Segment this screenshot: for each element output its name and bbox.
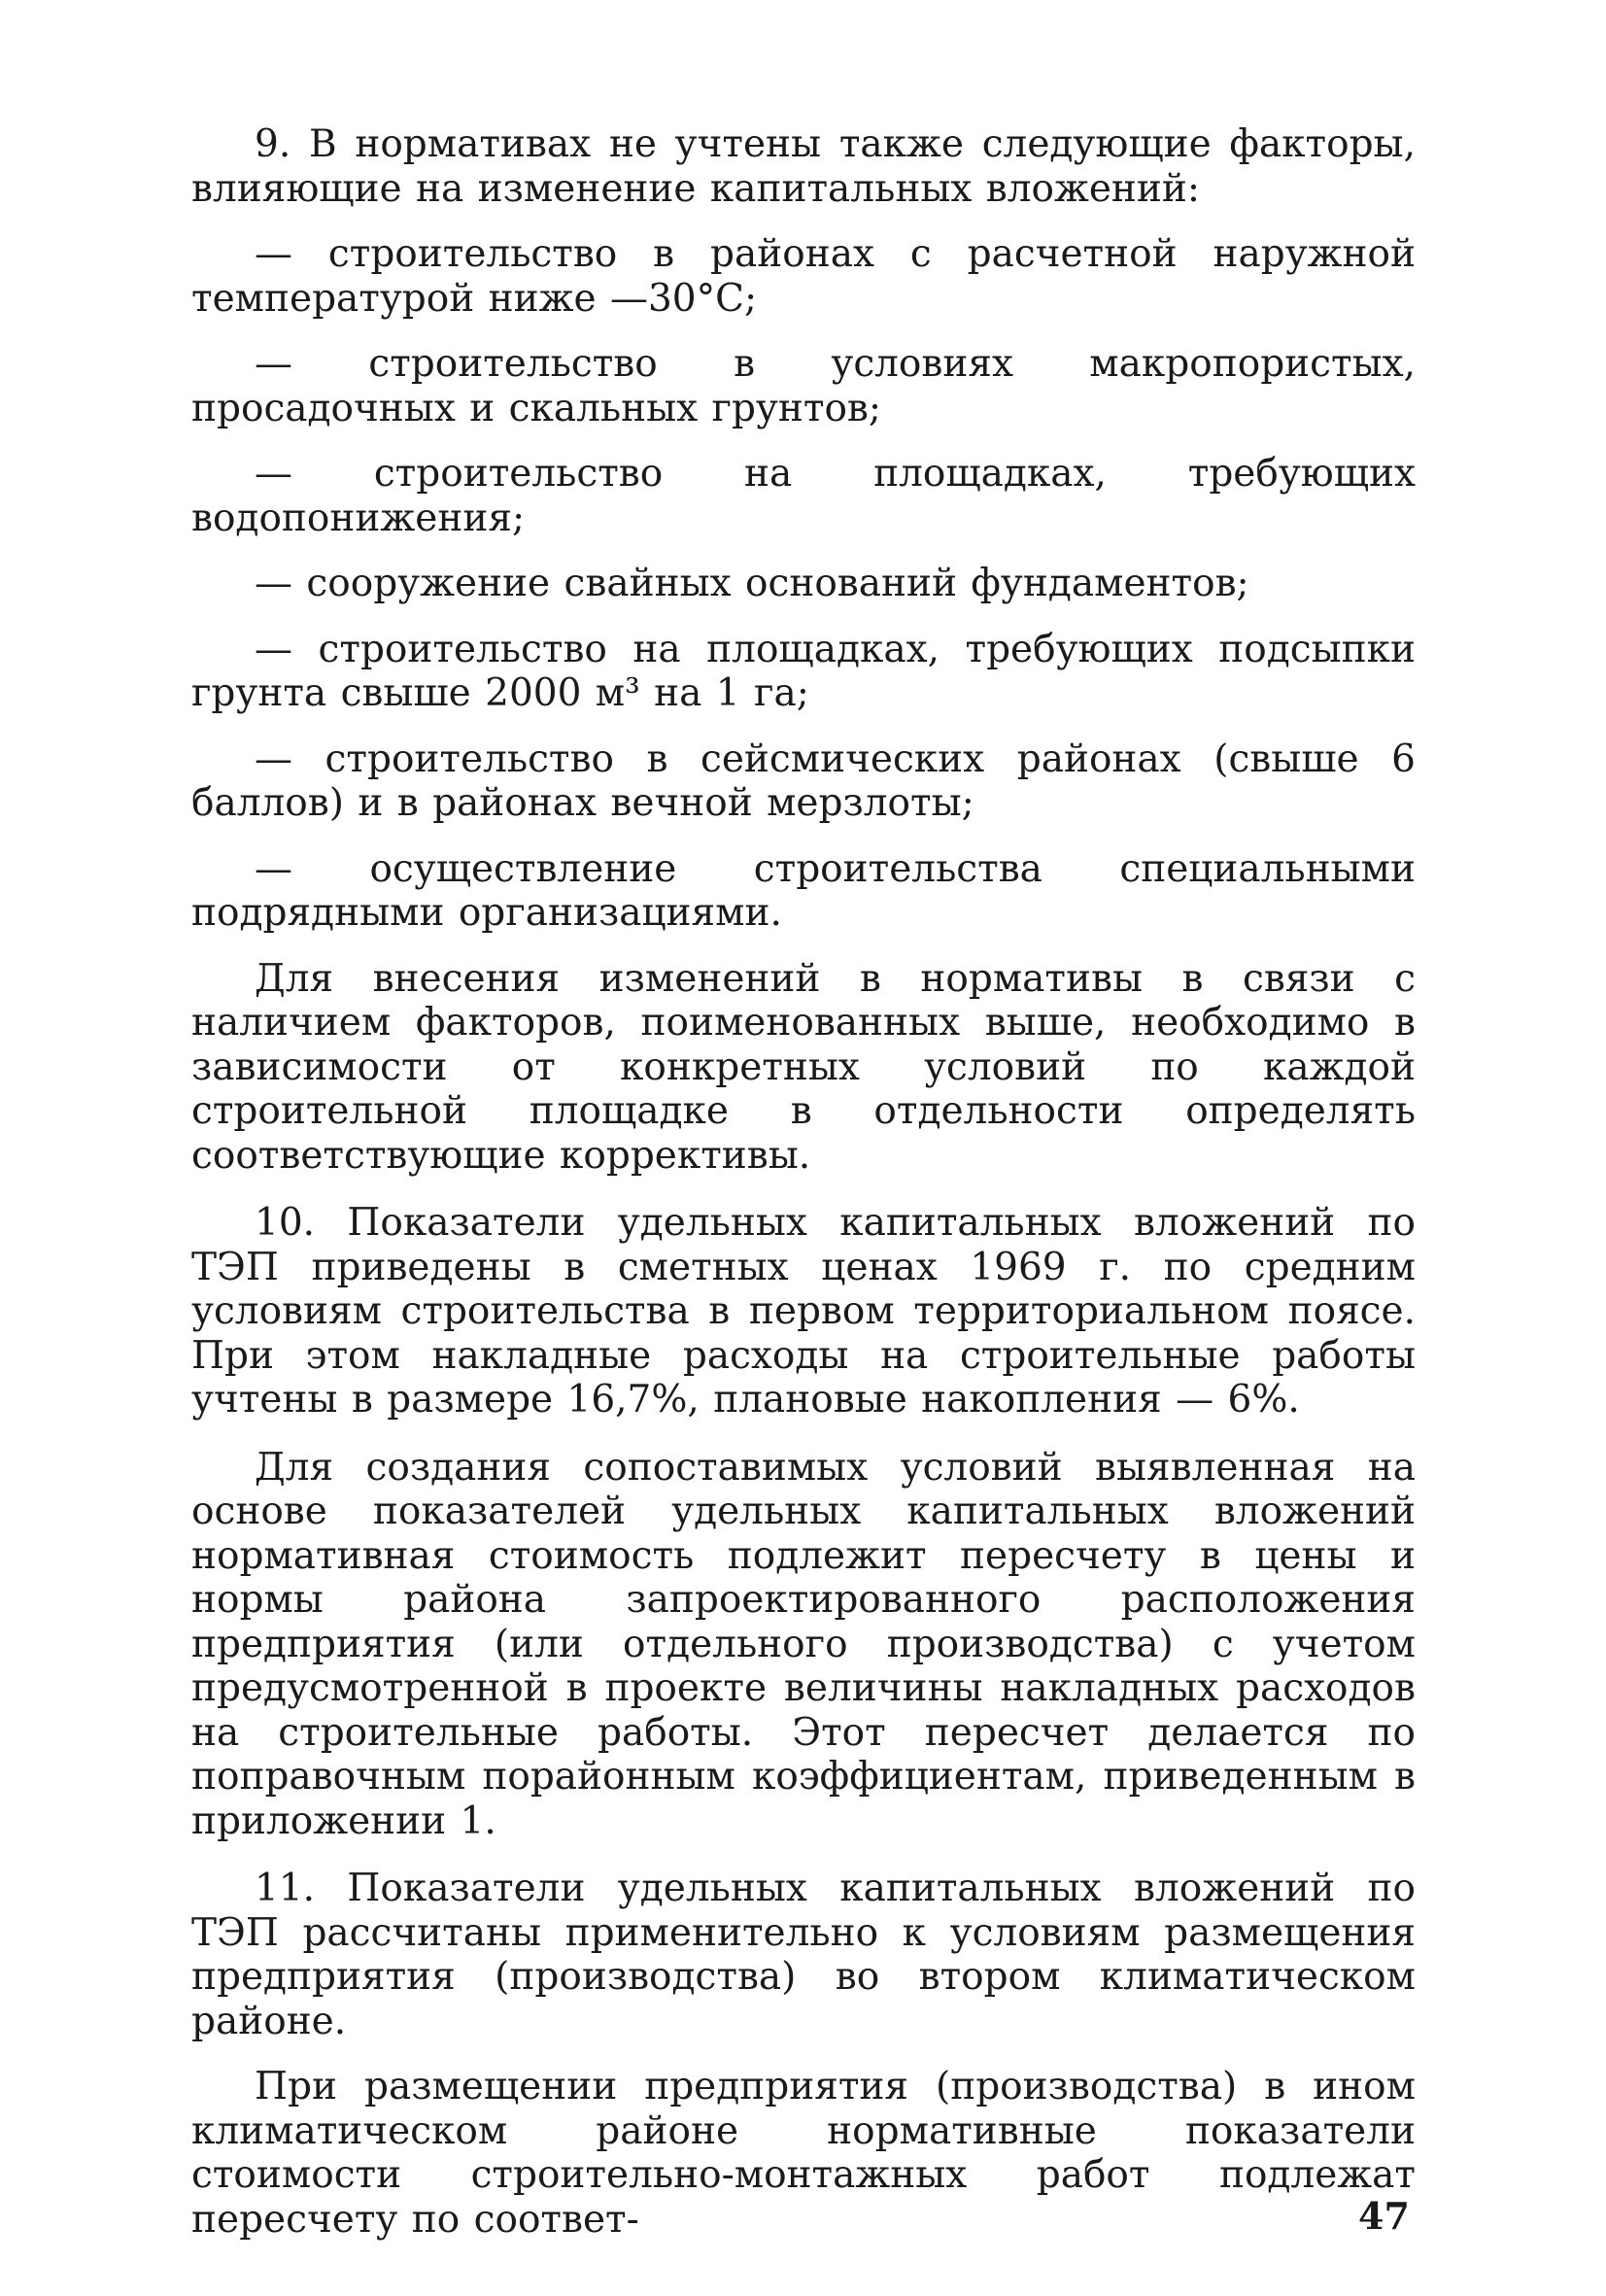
list-item-special-contractors: — осуществление строительства специальными подрядными организациями.: [191, 846, 1416, 935]
list-item-seismic: — строительство в сейсмических районах (свыше 6 баллов) и в районах вечной мерзлоты;: [191, 737, 1416, 825]
paragraph-corrections: Для внесения изменений в нормативы в связи с наличием факторов, поименованных выше, необходимо в зависимости от конкретных условий по каждой строительной площадке в отдельности определять соответствующие коррективы.: [191, 956, 1416, 1178]
list-item-dewatering: — строительство на площадках, требующих водопонижения;: [191, 452, 1416, 540]
paragraph-11: 11. Показатели удельных капитальных вложений по ТЭП рассчитаны применительно к условиям размещения предприятия (производства) во втором климатическом районе.: [191, 1867, 1416, 2043]
list-item-soils: — строительство в условиях макропористых, просадочных и скальных грунтов;: [191, 342, 1416, 430]
paragraph-10: 10. Показатели удельных капитальных вложений по ТЭП приведены в сметных ценах 1969 г. по средним условиям строительства в первом территориальном поясе. При этом накладные расходы на строительные работы учтены в размере 16,7%, плановые накопления — 6%.: [191, 1201, 1416, 1422]
list-item-soil-fill: — строительство на площадках, требующих подсыпки грунта свыше 2000 м³ на 1 га;: [191, 627, 1416, 715]
paragraph-9-intro: 9. В нормативах не учтены также следующие факторы, влияющие на изменение капитальных вложений:: [191, 122, 1416, 211]
paragraph-recalculation: Для создания сопоставимых условий выявленная на основе показателей удельных капитальных вложений нормативная стоимость подлежит пересчету в цены и нормы района запроектированного расположения предприятия (или отдельного производства) с учетом предусмотренной в проекте величины накладных расходов на строительные работы. Этот пересчет делается по поправочным порайонным коэффициентам, приведенным в приложении 1.: [191, 1445, 1416, 1843]
list-item-low-temperature: — строительство в районах с расчетной наружной температурой ниже —30°С;: [191, 232, 1416, 321]
page-body: [191, 122, 1416, 2263]
page-number: 47: [1358, 2194, 1410, 2238]
list-item-pile-foundations: — сооружение свайных оснований фундаментов;: [255, 562, 1249, 605]
paragraph-climate-region: При размещении предприятия (производства) в ином климатическом районе нормативные показатели стоимости строительно-монтажных работ подлежат пересчету по соответ-: [191, 2065, 1416, 2242]
